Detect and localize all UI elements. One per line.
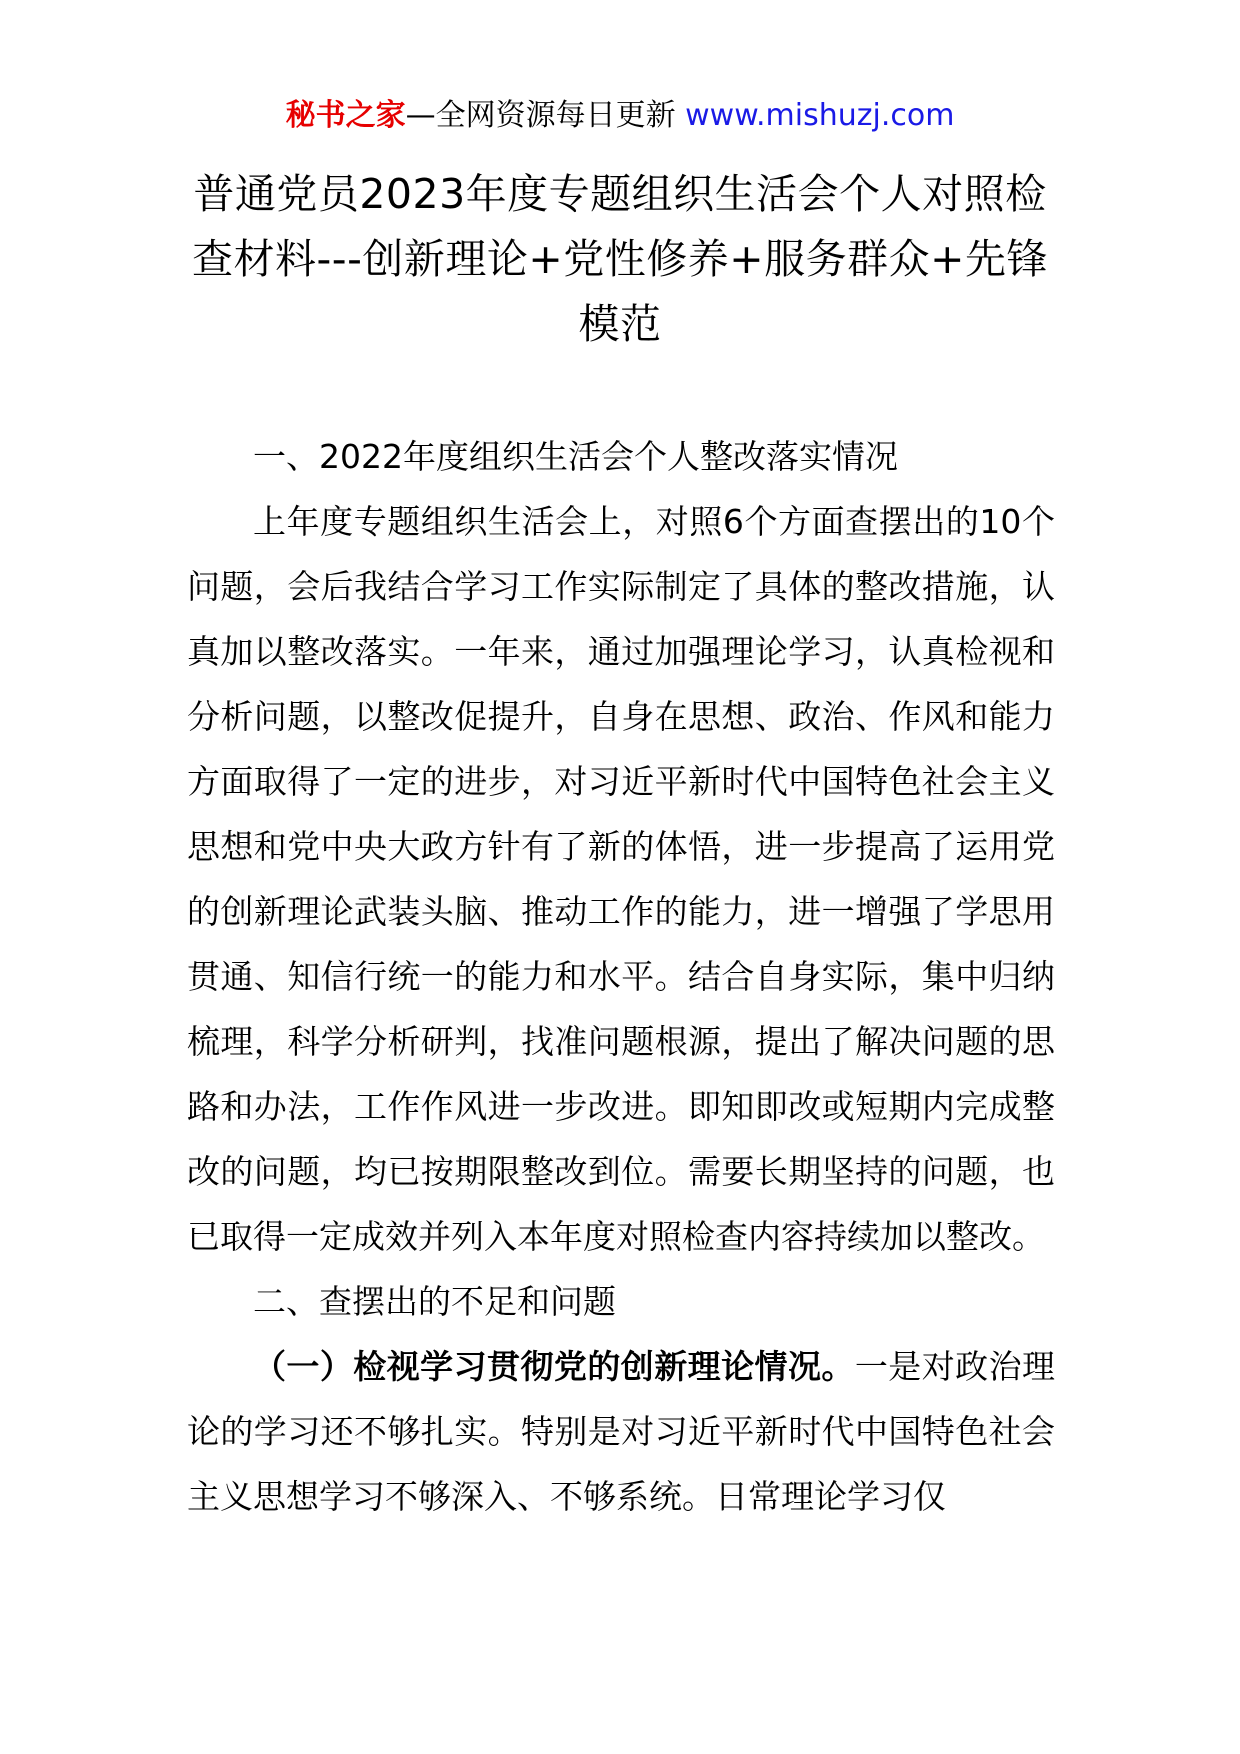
brand-name: 秘书之家 [285, 98, 406, 133]
document-body [187, 424, 1055, 1529]
site-header [0, 96, 1240, 136]
subsection-heading-1: （一）检视学习贯彻党的创新理论情况。 [253, 1347, 855, 1386]
document-title: 普通党员2023年度专题组织生活会个人对照检查材料---创新理论+党性修养+服务群众+先锋模范 [192, 170, 1048, 348]
subsection-body-1: 一是对政治理论的学习还不够扎实。特别是对习近平新时代中国特色社会主义思想学习不够深入、不够系统。日常理论学习仅 [187, 1347, 1056, 1516]
section-paragraph-1: 上年度专题组织生活会上，对照6个方面查摆出的10个问题，会后我结合学习工作实际制定了具体的整改措施，认真加以整改落实。一年来，通过加强理论学习，认真检视和分析问题，以整改促提升，自身在思想、政治、作风和能力方面取得了一定的进步，对习近平新时代中国特色社会主义思想和党中央大政方针有了新的体悟，进一步提高了运用党的创新理论武装头脑、推动工作的能力，进一增强了学思用贯通、知信行统一的能力和水平。结合自身实际，集中归纳梳理，科学分析研判，找准问题根源，提出了解决问题的思路和办法，工作作风进一步改进。即知即改或短期内完成整改的问题，均已按期限整改到位。需要长期坚持的问题，也已取得一定成效并列入本年度对照检查内容持续加以整改。 [187, 502, 1055, 1256]
subsection-paragraph-1 [187, 1334, 1055, 1529]
header-tagline: —全网资源每日更新 [405, 98, 676, 133]
section-heading-1: 一、2022年度组织生活会个人整改落实情况 [253, 437, 898, 476]
section-heading-2: 二、查摆出的不足和问题 [253, 1282, 616, 1321]
site-url-link[interactable]: www.mishuzj.com [685, 98, 955, 133]
